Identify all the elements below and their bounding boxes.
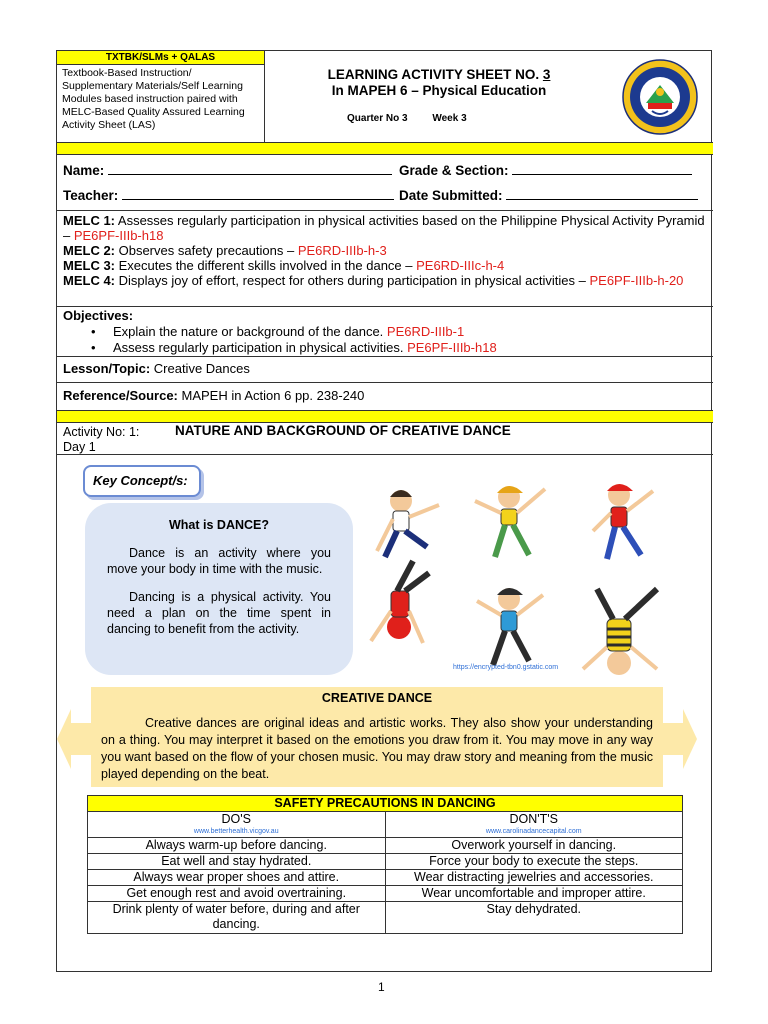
page-number: 1 [378, 980, 385, 994]
teacher-field[interactable] [122, 188, 394, 200]
quarter-week [347, 113, 489, 124]
table-header-row [88, 812, 683, 838]
activity-number: Activity No: 1: [63, 425, 140, 439]
safety-table-title: SAFETY PRECAUTIONS IN DANCING [88, 796, 683, 812]
dos-source-link[interactable]: www.betterhealth.vicgov.au [193, 828, 279, 835]
dance-paragraph: Dance is an activity where you move your body in time with the music. [107, 546, 331, 576]
teacher-row [63, 188, 394, 203]
division-seal-logo [622, 59, 698, 135]
melc-item: MELC 1: Assesses regularly participation in physical activities based on the Philippine Physical Activity Pyramid – PE6PF-IIIb-h18 [63, 213, 705, 243]
right-arrow-icon [663, 709, 697, 769]
dos-header: DO'S www.betterhealth.vicgov.au [88, 812, 386, 838]
creative-dance-text: Creative dances are original ideas and artistic works. They also show your understanding on a thing. You may interpret it based on the emotions you draw from it. You may move in any way you want based on the flow of your chosen music. You may draw story and meaning from the music played depending on the beat. [101, 716, 653, 781]
table-row: Always wear proper shoes and attire. Wear distracting jewelries and accessories. [88, 870, 683, 886]
melc-item: MELC 3: Executes the different skills involved in the dance – PE6RD-IIIc-h-4 [63, 258, 505, 273]
dancer-figure [371, 561, 429, 643]
dancer-figure [593, 484, 653, 559]
name-field[interactable] [108, 163, 392, 175]
list-item: • Explain the nature or background of the dance. PE6RD-IIIb-1 [91, 324, 707, 340]
image-source-link[interactable]: https://encrypted-tbn0.gstatic.com [453, 664, 559, 671]
dance-box-title: What is DANCE? [169, 518, 269, 532]
date-label: Date Submitted: [399, 188, 503, 203]
txtbk-tag: TXTBK/SLMs + QALAS [57, 51, 264, 65]
dancer-figure [377, 490, 439, 557]
dance-paragraph: Dancing is a physical activity. You need a plan on the time spent in dancing to benefit from the activity. [107, 590, 331, 636]
donts-source-link[interactable]: www.carolinadancecapital.com [485, 828, 582, 835]
reference-source: Reference/Source: MAPEH in Action 6 pp. 238-240 [57, 383, 713, 411]
key-concept-label: Key Concept/s: [83, 465, 201, 497]
objectives-section [57, 307, 713, 357]
table-row: Eat well and stay hydrated. Force your body to execute the steps. [88, 854, 683, 870]
activity-sheet [56, 50, 712, 972]
donts-header: DON'T'S www.carolinadancecapital.com [385, 812, 683, 838]
name-label: Name: [63, 163, 105, 178]
activity-title: NATURE AND BACKGROUND OF CREATIVE DANCE [175, 423, 511, 438]
melc-section [57, 211, 713, 307]
sheet-header [57, 51, 713, 143]
grade-row [399, 163, 692, 178]
divider-bar [57, 411, 713, 423]
title-prefix: LEARNING ACTIVITY SHEET NO. [327, 67, 540, 82]
week: Week 3 [432, 113, 467, 124]
dancer-figure [475, 486, 545, 557]
table-row: Get enough rest and avoid overtraining. Wear uncomfortable and improper attire. [88, 886, 683, 902]
sheet-number: 3 [542, 67, 551, 82]
creative-dance-title: CREATIVE DANCE [321, 691, 433, 705]
date-field[interactable] [506, 188, 698, 200]
table-row: Always warm-up before dancing. Overwork yourself in dancing. [88, 838, 683, 854]
activity-day: Day 1 [63, 440, 96, 454]
quarter: Quarter No 3 [347, 113, 408, 124]
grade-label: Grade & Section: [399, 163, 509, 178]
divider-bar [57, 143, 713, 155]
melc-item: MELC 2: Observes safety precautions – PE6RD-IIIb-h-3 [63, 243, 387, 258]
lesson-topic: Lesson/Topic: Creative Dances [57, 357, 713, 383]
header-left-box [57, 51, 265, 143]
subject: In MAPEH 6 – Physical Education [331, 83, 547, 98]
dancers-illustration [357, 471, 709, 683]
date-row [399, 188, 698, 203]
dance-definition-box [85, 503, 353, 675]
creative-dance-banner [91, 687, 663, 787]
instruction-description: Textbook-Based Instruction/ Supplementary Materials/Self Learning Modules based instruction paired with MELC-Based Quality Assured Learning Activity Sheet (LAS) [62, 67, 245, 131]
safety-precautions-table [87, 795, 683, 934]
teacher-label: Teacher: [63, 188, 119, 203]
list-item: • Assess regularly participation in physical activities. PE6PF-IIIb-h18 [91, 340, 707, 356]
dancer-figure [583, 589, 657, 675]
dancer-figure [477, 588, 543, 665]
activity-header [57, 423, 713, 455]
melc-item: MELC 4: Displays joy of effort, respect for others during participation in physical activities – PE6PF-IIIb-h-20 [63, 273, 684, 288]
name-row [63, 163, 392, 178]
left-arrow-icon [57, 709, 91, 769]
objectives-list [91, 324, 707, 356]
student-fields [57, 155, 713, 211]
objectives-label: Objectives: [63, 308, 134, 323]
sheet-title [279, 67, 599, 99]
table-row: Drink plenty of water before, during and after dancing. Stay dehydrated. [88, 902, 683, 934]
grade-field[interactable] [512, 163, 692, 175]
